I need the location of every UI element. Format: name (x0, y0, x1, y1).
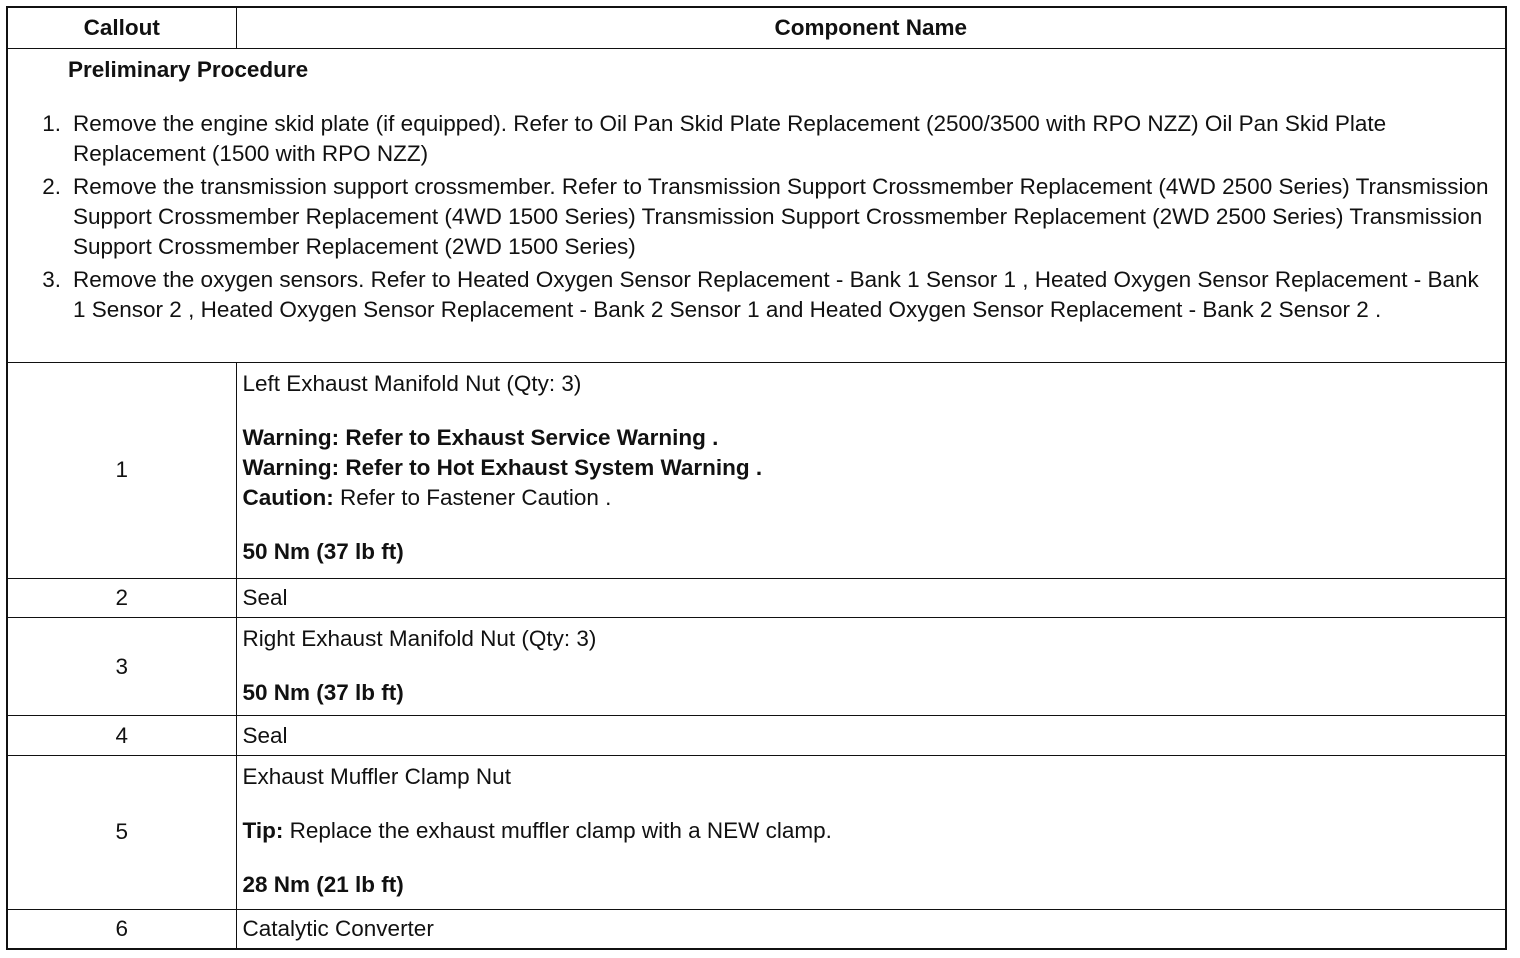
torque-spec: 28 Nm (21 lb ft) (242, 871, 404, 897)
preliminary-step (27, 265, 1495, 325)
caution-text: Refer to Fastener Caution . (333, 485, 612, 511)
component-name: Catalytic Converter (236, 909, 1506, 949)
callout-number: 5 (7, 755, 236, 909)
callout-number: 3 (7, 617, 236, 716)
table-row (7, 578, 1506, 617)
component-name-cell (236, 617, 1506, 716)
callout-number: 2 (7, 578, 236, 617)
preliminary-step (27, 172, 1495, 262)
component-name: Exhaust Muffler Clamp Nut (242, 763, 511, 789)
step-text: Remove the engine skid plate (if equipped). Refer to Oil Pan Skid Plate Replacement (2500/3500 with RPO NZZ) Oil Pan Skid Plate Replacement (1500 with RPO NZZ) (73, 111, 1387, 166)
caution-line (243, 483, 1500, 513)
table-row (7, 363, 1506, 578)
warning-text: Warning: Refer to Exhaust Service Warning . (242, 425, 719, 451)
callout-number: 1 (7, 363, 236, 578)
component-table (6, 6, 1507, 950)
component-name-cell (236, 363, 1506, 578)
component-name-cell (236, 755, 1506, 909)
component-name: Right Exhaust Manifold Nut (Qty: 3) (242, 625, 597, 651)
step-text: Remove the transmission support crossmember. Refer to Transmission Support Crossmember Replacement (4WD 2500 Series) Transmission Support Crossmember Replacement (4WD 1500 Series) Transmission Support Crossmember Replacement (2WD 2500 Series) Transmission Support Crossmember Replacement (2WD 1500 Series) (73, 174, 1489, 259)
step-number: 3. (42, 267, 61, 292)
caution-label: Caution: (242, 485, 334, 511)
torque-spec: 50 Nm (37 lb ft) (242, 679, 404, 705)
table-row (7, 909, 1506, 949)
preliminary-steps-list (18, 109, 1495, 325)
table-header-row (7, 7, 1506, 49)
step-number: 1. (42, 111, 61, 136)
table-row (7, 617, 1506, 716)
table-row (7, 716, 1506, 755)
step-number: 2. (42, 174, 61, 199)
preliminary-procedure-cell (7, 49, 1506, 363)
callout-number: 6 (7, 909, 236, 949)
torque-spec: 50 Nm (37 lb ft) (242, 539, 404, 565)
component-name: Seal (236, 578, 1506, 617)
header-component-name: Component Name (236, 7, 1506, 49)
preliminary-procedure-row (7, 49, 1506, 363)
header-callout: Callout (7, 7, 236, 49)
tip-label: Tip: (242, 817, 284, 843)
table-row (7, 755, 1506, 909)
warning-text: Warning: Refer to Hot Exhaust System Warning . (242, 455, 763, 481)
tip-line (243, 816, 1500, 846)
preliminary-procedure-title: Preliminary Procedure (68, 57, 309, 82)
callout-number: 4 (7, 716, 236, 755)
tip-text: Replace the exhaust muffler clamp with a NEW clamp. (283, 817, 832, 843)
step-text: Remove the oxygen sensors. Refer to Heated Oxygen Sensor Replacement - Bank 1 Sensor 1 , Heated Oxygen Sensor Replacement - Bank 1 Sensor 2 , Heated Oxygen Sensor Replacement - Bank 2 Sensor 1 and Heated Oxygen Sensor Replacement - Bank 2 Sensor 2 . (73, 267, 1479, 322)
component-name: Left Exhaust Manifold Nut (Qty: 3) (242, 371, 582, 397)
component-name: Seal (236, 716, 1506, 755)
preliminary-step (27, 109, 1495, 169)
